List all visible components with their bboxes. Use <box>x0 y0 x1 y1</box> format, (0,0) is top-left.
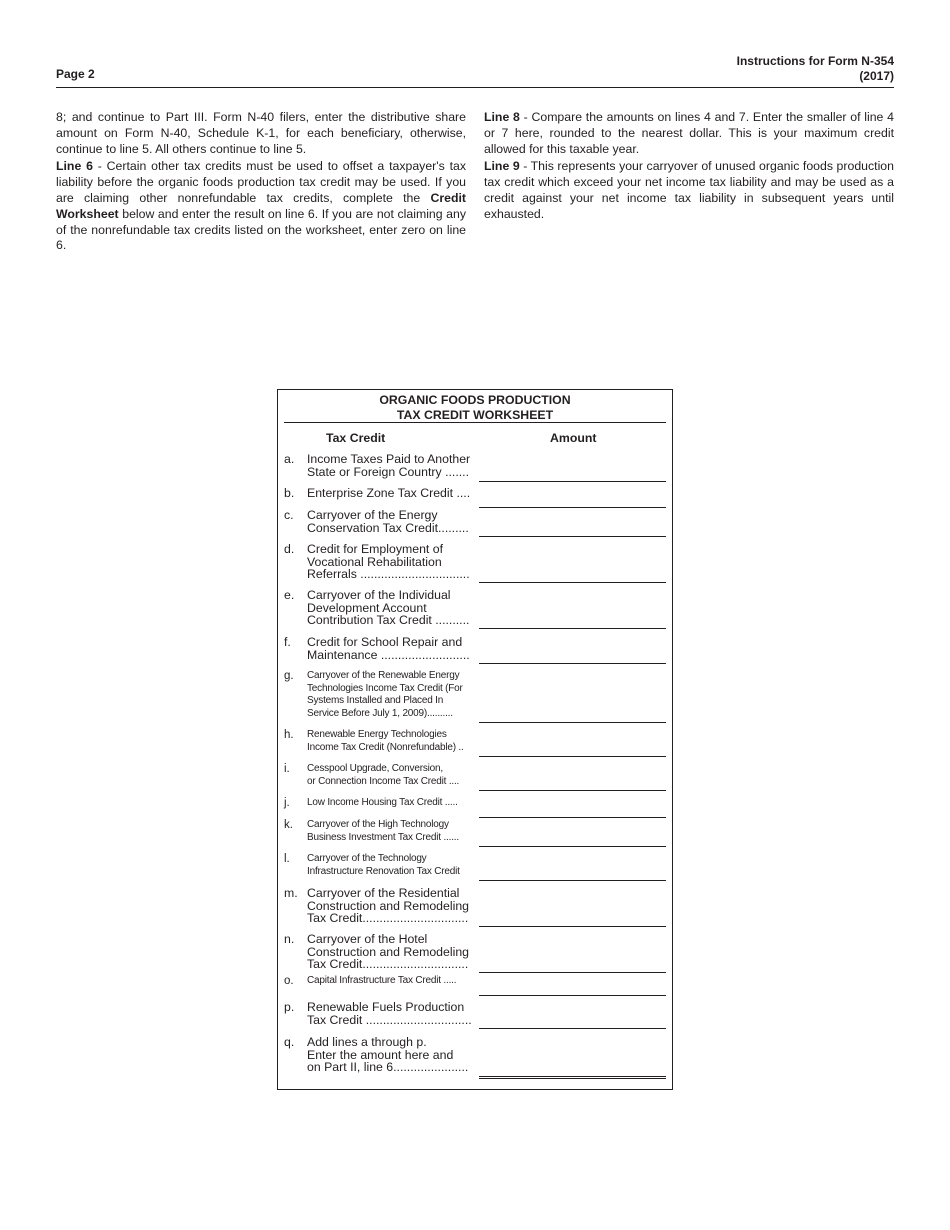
amount-entry-line[interactable] <box>479 722 666 723</box>
line-6-heading: Line 6 <box>56 159 93 174</box>
row-label: Carryover of the Energy Conservation Tax Credit......... <box>307 508 469 535</box>
worksheet-title <box>278 393 672 422</box>
row-label: Renewable Energy Technologies Income Tax Credit (Nonrefundable) .. <box>307 729 464 753</box>
line-9-text: - This represents your carryover of unused organic foods production tax credit which exceed your net income tax liability and may be used as a credit against your net income tax liability in subsequent years until exhausted. <box>484 159 894 221</box>
row-label: Credit for School Repair and Maintenance .......................... <box>307 635 470 662</box>
amount-entry-line[interactable] <box>479 663 666 664</box>
amount-entry-line[interactable] <box>479 972 666 973</box>
row-letter: d. <box>284 542 295 556</box>
amount-entry-line[interactable] <box>479 481 666 482</box>
credit-worksheet <box>277 389 673 1090</box>
worksheet-title-line1: ORGANIC FOODS PRODUCTION <box>379 393 571 407</box>
amount-column-header: Amount <box>550 431 597 445</box>
row-letter: f. <box>284 635 291 649</box>
row-letter: k. <box>284 819 293 831</box>
row-label: Renewable Fuels Production Tax Credit ............................... <box>307 1000 472 1027</box>
form-title-text: Instructions for Form N-354 <box>736 54 894 68</box>
row-label: Carryover of the Renewable Energy Technologies Income Tax Credit (For Systems Installed and Placed In Service Before July 1, 2009).......... <box>307 670 463 719</box>
credit-worksheet-ref: Credit Worksheet <box>56 190 466 221</box>
amount-entry-line[interactable] <box>479 536 666 537</box>
amount-entry-line[interactable] <box>479 507 666 508</box>
row-letter: o. <box>284 975 294 987</box>
row-label: Low Income Housing Tax Credit ..... <box>307 797 458 808</box>
row-letter: l. <box>284 853 290 865</box>
amount-entry-line[interactable] <box>479 790 666 791</box>
line-9-heading: Line 9 <box>484 159 520 174</box>
amount-entry-line[interactable] <box>479 756 666 757</box>
row-label: Carryover of the Technology Infrastructure Renovation Tax Credit <box>307 853 460 877</box>
row-letter: m. <box>284 886 298 900</box>
row-letter: h. <box>284 729 294 741</box>
row-label: Capital Infrastructure Tax Credit ..... <box>307 975 457 986</box>
amount-entry-line[interactable] <box>479 1028 666 1029</box>
worksheet-title-line2: TAX CREDIT WORKSHEET <box>396 407 554 422</box>
paragraph-line-6 <box>56 159 466 254</box>
line-8-heading: Line 8 <box>484 110 520 124</box>
row-label: Carryover of the High Technology Business Investment Tax Credit ...... <box>307 819 459 843</box>
row-letter: p. <box>284 1000 295 1014</box>
amount-entry-line[interactable] <box>479 995 666 996</box>
amount-entry-line[interactable] <box>479 628 666 629</box>
right-column <box>484 110 894 225</box>
row-letter: e. <box>284 588 295 602</box>
tax-credit-column-header: Tax Credit <box>326 431 386 445</box>
amount-entry-line[interactable] <box>479 582 666 583</box>
row-label: Add lines a through p. Enter the amount here and on Part II, line 6...................... <box>307 1035 469 1074</box>
worksheet-title-divider <box>284 422 666 423</box>
row-label: Carryover of the Residential Construction and Remodeling Tax Credit............................... <box>307 886 470 925</box>
header-divider <box>56 87 894 88</box>
amount-entry-line[interactable] <box>479 846 666 847</box>
paragraph-line-9 <box>484 159 894 222</box>
row-letter: g. <box>284 670 294 682</box>
paragraph-line-8 <box>484 110 894 157</box>
row-label: Income Taxes Paid to Another State or Foreign Country ....... <box>307 452 471 479</box>
paragraph-continuation: 8; and continue to Part III. Form N-40 filers, enter the distributive share amount on Form N-40, Schedule K-1, for each beneficiary, otherwise, continue to line 5. All others continue to line 5. <box>56 110 466 156</box>
left-column <box>56 110 466 256</box>
row-letter: i. <box>284 763 290 775</box>
row-letter: q. <box>284 1035 295 1049</box>
amount-entry-line[interactable] <box>479 1076 666 1079</box>
line-6-text-b: below and enter the result on line 6. If you are not claiming any of the nonrefundable tax credits listed on the worksheet, enter zero on line 6. <box>56 206 466 253</box>
amount-entry-line[interactable] <box>479 817 666 818</box>
line-8-text: - Compare the amounts on lines 4 and 7. Enter the smaller of line 4 or 7 here, rounded to the nearest dollar. This is your maximum credit allowed for this taxable year. <box>484 110 894 156</box>
row-letter: a. <box>284 452 295 466</box>
amount-entry-line[interactable] <box>479 880 666 881</box>
form-year: (2017) <box>859 69 894 83</box>
row-label: Credit for Employment of Vocational Rehabilitation Referrals ................................ <box>307 542 470 581</box>
row-label: Carryover of the Individual Development Account Contribution Tax Credit .......... <box>307 588 470 627</box>
row-letter: b. <box>284 486 295 500</box>
row-letter: j. <box>284 797 290 809</box>
row-label: Carryover of the Hotel Construction and Remodeling Tax Credit............................... <box>307 932 470 971</box>
amount-entry-line[interactable] <box>479 926 666 927</box>
row-letter: c. <box>284 508 294 522</box>
row-letter: n. <box>284 932 295 946</box>
line-6-text-a: - Certain other tax credits must be used to offset a taxpayer's tax liability before the organic foods production tax credit may be used. If you are claiming other nonrefundable tax credits, complete the <box>56 159 466 205</box>
page-number: Page 2 <box>56 67 95 81</box>
form-title <box>737 54 894 84</box>
row-label: Enterprise Zone Tax Credit .... <box>307 486 471 500</box>
row-label: Cesspool Upgrade, Conversion, or Connection Income Tax Credit .... <box>307 763 460 787</box>
